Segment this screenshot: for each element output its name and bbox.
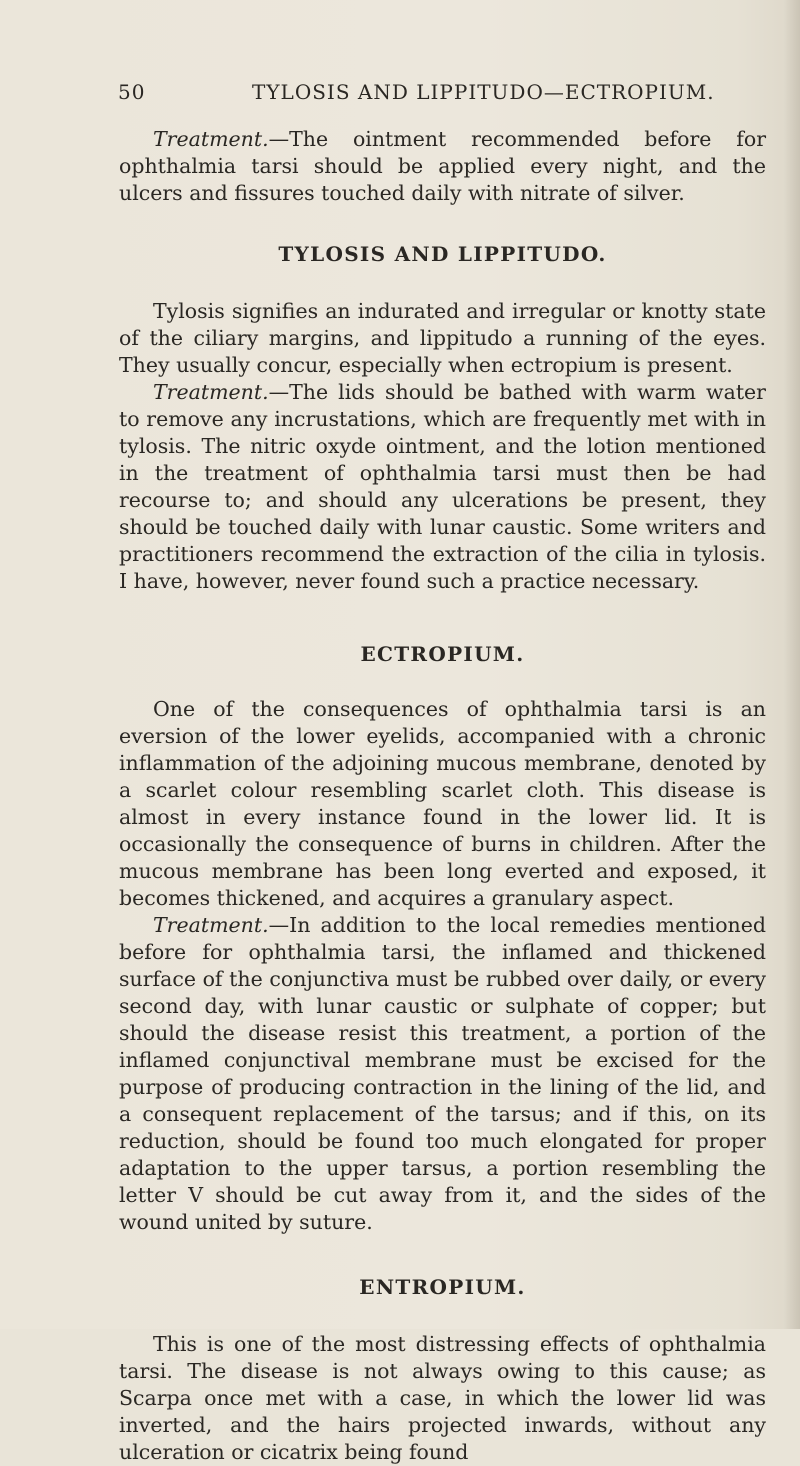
treatment-label: Treatment. bbox=[153, 380, 269, 404]
treatment-label: Treatment. bbox=[153, 913, 269, 937]
treatment-label: Treatment. bbox=[153, 127, 269, 151]
section-title-ectropium: ECTROPIUM. bbox=[360, 642, 525, 666]
entropium-paragraph: This is one of the most distressing effects of ophthalmia tarsi. The disease is not always owing to this cause; as Scarpa once met with a case, in which the lower lid was inverted, and the hairs projected inwards, without any ulceration or cicatrix being found bbox=[119, 1332, 766, 1464]
intro-treatment-paragraph bbox=[119, 126, 766, 207]
section-title-tylosis: TYLOSIS AND LIPPITUDO. bbox=[278, 242, 607, 266]
page-fold-shadow bbox=[784, 0, 800, 1329]
ectropium-treatment-paragraph bbox=[119, 912, 766, 1236]
page-number: 50 bbox=[118, 80, 146, 104]
running-head: TYLOSIS AND LIPPITUDO—ECTROPIUM. bbox=[252, 80, 715, 104]
tylosis-paragraph: Tylosis signifies an indurated and irregular or knotty state of the ciliary margins, and lippitudo a running of the eyes. They usually concur, especially when ectropium is present. bbox=[119, 299, 766, 377]
ectropium-paragraph: One of the consequences of ophthalmia tarsi is an eversion of the lower eyelids, accompanied with a chronic inflammation of the adjoining mucous membrane, denoted by a scarlet colour resembling scarlet cloth. This disease is almost in every instance found in the lower lid. It is occasionally the consequence of burns in children. After the mucous membrane has been long everted and exposed, it becomes thickened, and acquires a granulary aspect. bbox=[119, 697, 766, 910]
treatment-text: —The lids should be bathed with warm water to remove any incrustations, which are frequently met with in tylosis. The nitric oxyde ointment, and the lotion mentioned in the treatment of ophthalmia tarsi must then be had recourse to; and should any ulcerations be present, they should be touched daily with lunar caustic. Some writers and practitioners recommend the extraction of the cilia in tylosis. I have, however, never found such a practice necessary. bbox=[119, 380, 766, 593]
treatment-text: —In addition to the local remedies mentioned before for ophthalmia tarsi, the inflamed and thickened surface of the conjunctiva must be rubbed over daily, or every second day, with lunar caustic or sulphate of copper; but should the disease resist this treatment, a portion of the inflamed conjunctival membrane must be excised for the purpose of producing contraction in the lining of the lid, and a consequent replacement of the tarsus; and if this, on its reduction, should be found too much elongated for proper adaptation to the upper tarsus, a portion resembling the letter V should be cut away from it, and the sides of the wound united by suture. bbox=[119, 913, 766, 1234]
body-text bbox=[119, 126, 766, 1466]
treatment-text: —The ointment recommended before for ophthalmia tarsi should be applied every night, and the ulcers and fissures touched daily with nitrate of silver. bbox=[119, 127, 766, 205]
tylosis-treatment-paragraph bbox=[119, 379, 766, 595]
section-title-entropium: ENTROPIUM. bbox=[359, 1275, 526, 1299]
